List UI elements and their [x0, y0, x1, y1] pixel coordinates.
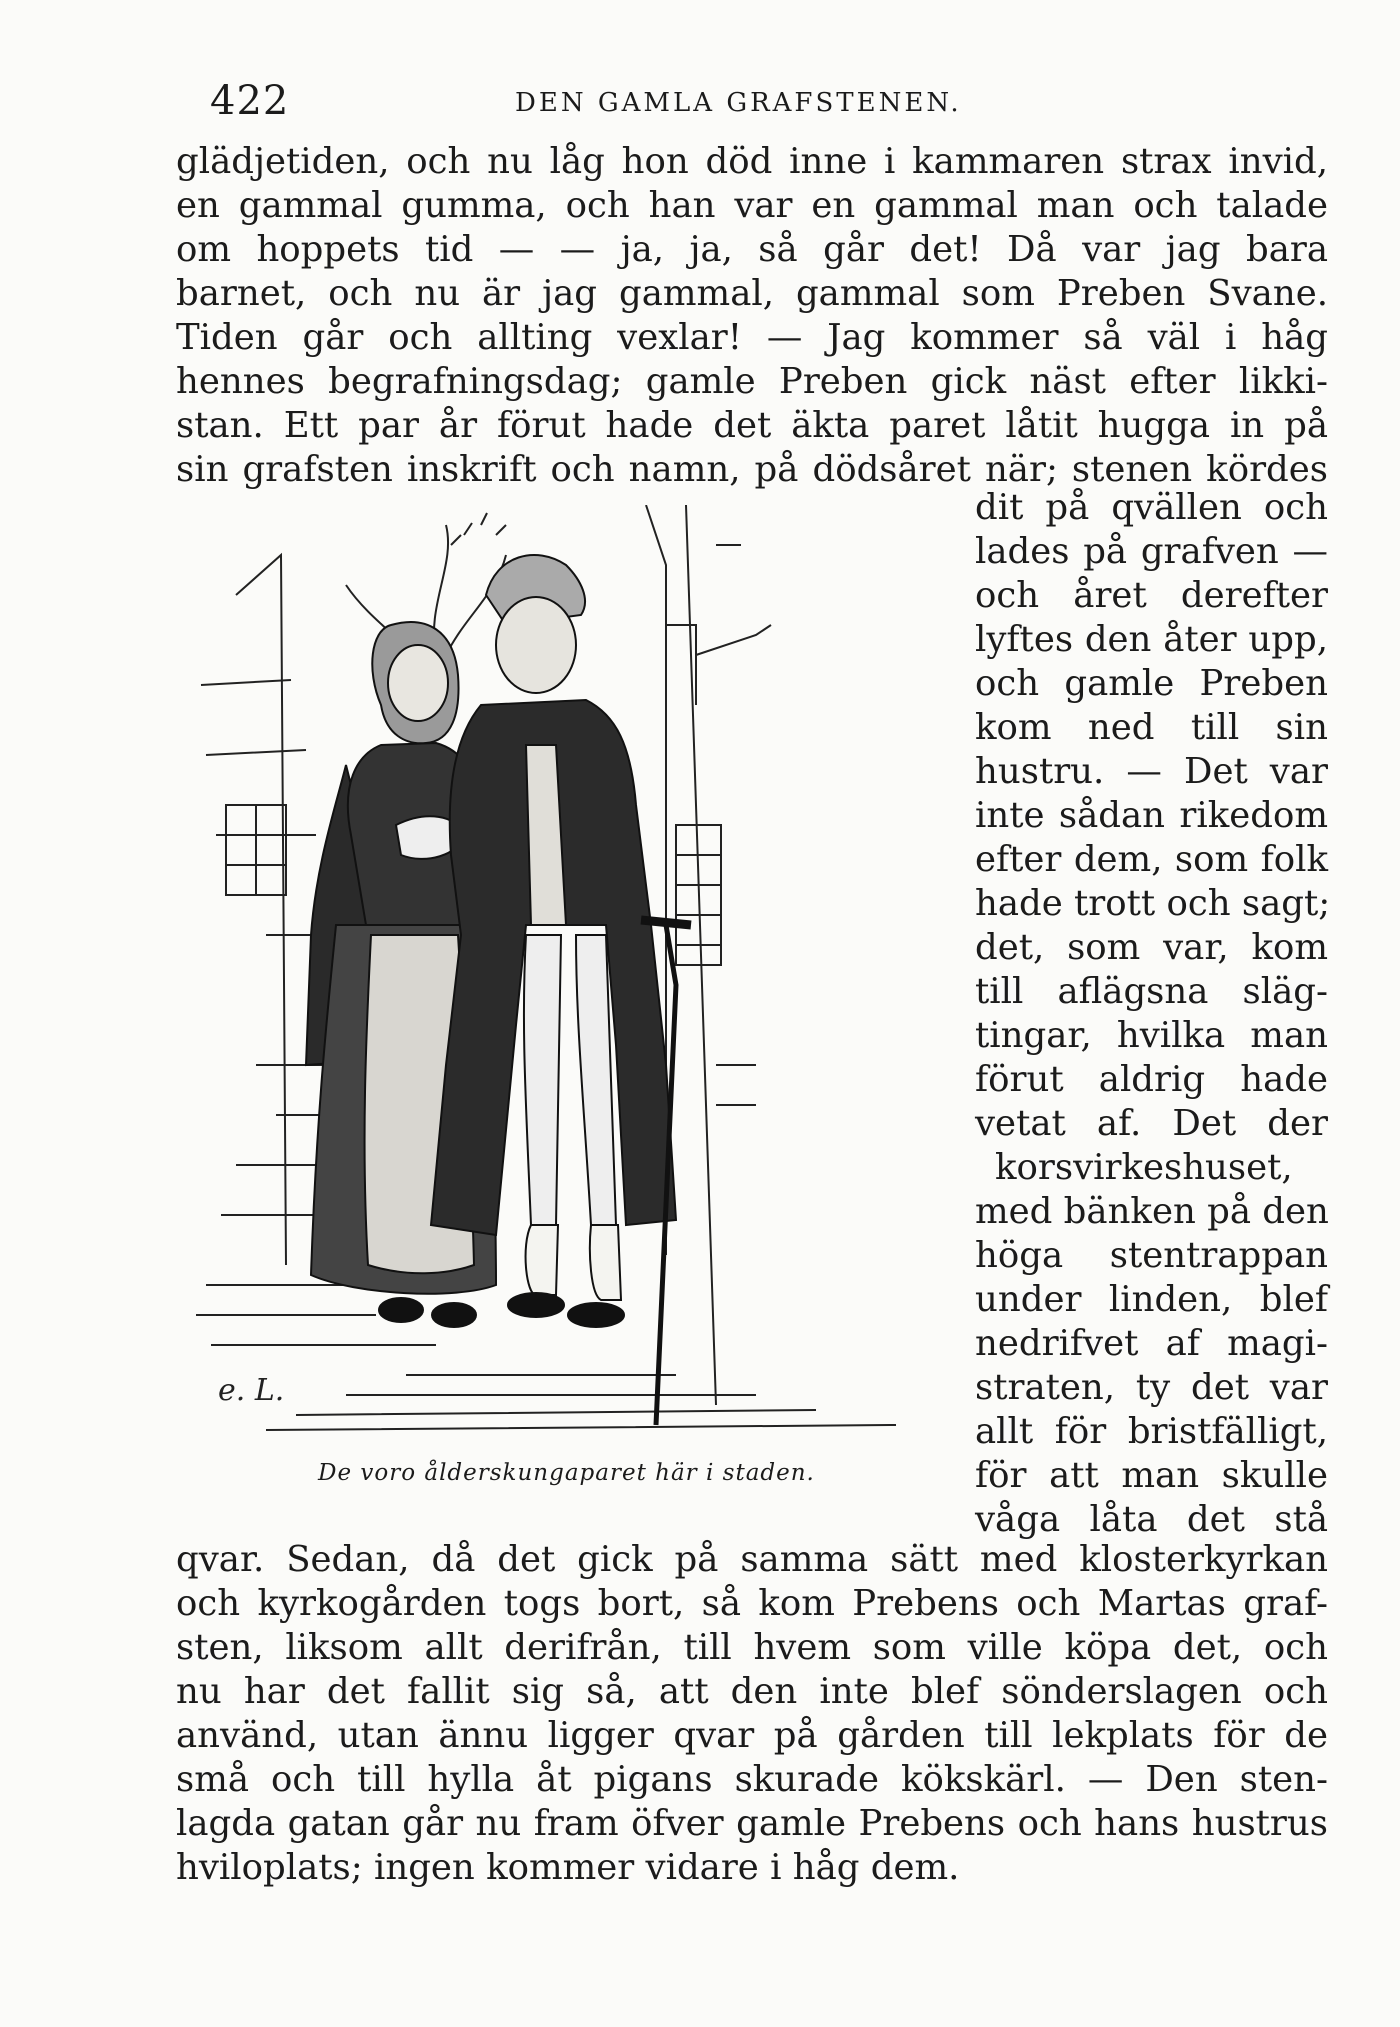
- engraving-old-couple: [196, 505, 966, 1435]
- page-number: 422: [210, 78, 290, 124]
- side-line: tingar, hvilka man: [975, 1015, 1328, 1056]
- text-line: hennes begrafningsdag; gamle Preben gick näst efter likki-: [176, 361, 1328, 402]
- text-line: Tiden går och allting vexlar! — Jag kommer så väl i håg: [176, 317, 1328, 358]
- side-line: det, som var, kom: [975, 927, 1328, 968]
- illustration: [196, 505, 966, 1435]
- side-line: inte sådan rikedom: [975, 795, 1328, 836]
- text-line: lagda gatan går nu fram öfver gamle Prebens och hans hustrus: [176, 1803, 1328, 1844]
- text-line: sin grafsten inskrift och namn, på dödsåret när; stenen kördes: [176, 449, 1328, 490]
- page-header: [210, 78, 1210, 128]
- side-line: lyftes den åter upp,: [975, 619, 1328, 660]
- text-line: sten, liksom allt derifrån, till hvem som ville köpa det, och: [176, 1627, 1328, 1668]
- text-line: hviloplats; ingen kommer vidare i håg dem.: [176, 1847, 960, 1888]
- side-line: allt för bristfälligt,: [975, 1411, 1328, 1452]
- side-line: våga låta det stå: [975, 1499, 1328, 1540]
- side-line: lades på grafven —: [975, 531, 1328, 572]
- side-line: kom ned till sin: [975, 707, 1328, 748]
- side-line: höga stentrappan: [975, 1235, 1328, 1276]
- running-title: DEN GAMLA GRAFSTENEN.: [515, 88, 962, 118]
- side-line: under linden, blef: [975, 1279, 1328, 1320]
- text-line: glädjetiden, och nu låg hon död inne i kammaren strax invid,: [176, 141, 1328, 182]
- side-line: efter dem, som folk: [975, 839, 1328, 880]
- text-line: använd, utan ännu ligger qvar på gården till lekplats för de: [176, 1715, 1328, 1756]
- side-line: nedrifvet af magi-: [975, 1323, 1328, 1364]
- text-line: stan. Ett par år förut hade det äkta paret låtit hugga in på: [176, 405, 1328, 446]
- side-line: hade trott och sagt;: [975, 883, 1331, 924]
- side-line: straten, ty det var: [975, 1367, 1328, 1408]
- side-line: dit på qvällen och: [975, 487, 1328, 528]
- side-line: och året derefter: [975, 575, 1328, 616]
- side-line: till aflägsna släg-: [975, 971, 1328, 1012]
- illustration-caption: De voro ålderskungaparet här i staden.: [318, 1460, 815, 1486]
- text-line: om hoppets tid — — ja, ja, så går det! Då var jag bara: [176, 229, 1328, 270]
- side-line: och gamle Preben: [975, 663, 1328, 704]
- side-line: hustru. — Det var: [975, 751, 1328, 792]
- text-line: små och till hylla åt pigans skurade kökskärl. — Den sten-: [176, 1759, 1328, 1800]
- text-line: en gammal gumma, och han var en gammal man och talade: [176, 185, 1328, 226]
- engraving-signature: e. L.: [218, 1373, 285, 1408]
- text-line: nu har det fallit sig så, att den inte blef sönderslagen och: [176, 1671, 1328, 1712]
- side-line: för att man skulle: [975, 1455, 1328, 1496]
- side-line: förut aldrig hade: [975, 1059, 1328, 1100]
- text-line: barnet, och nu är jag gammal, gammal som Preben Svane.: [176, 273, 1328, 314]
- text-line: och kyrkogården togs bort, så kom Prebens och Martas graf-: [176, 1583, 1328, 1624]
- side-line: med bänken på den: [975, 1191, 1329, 1232]
- text-line: qvar. Sedan, då det gick på samma sätt med klosterkyrkan: [176, 1539, 1328, 1580]
- side-line: korsvirkeshuset,: [995, 1147, 1293, 1188]
- side-line: vetat af. Det der: [975, 1103, 1328, 1144]
